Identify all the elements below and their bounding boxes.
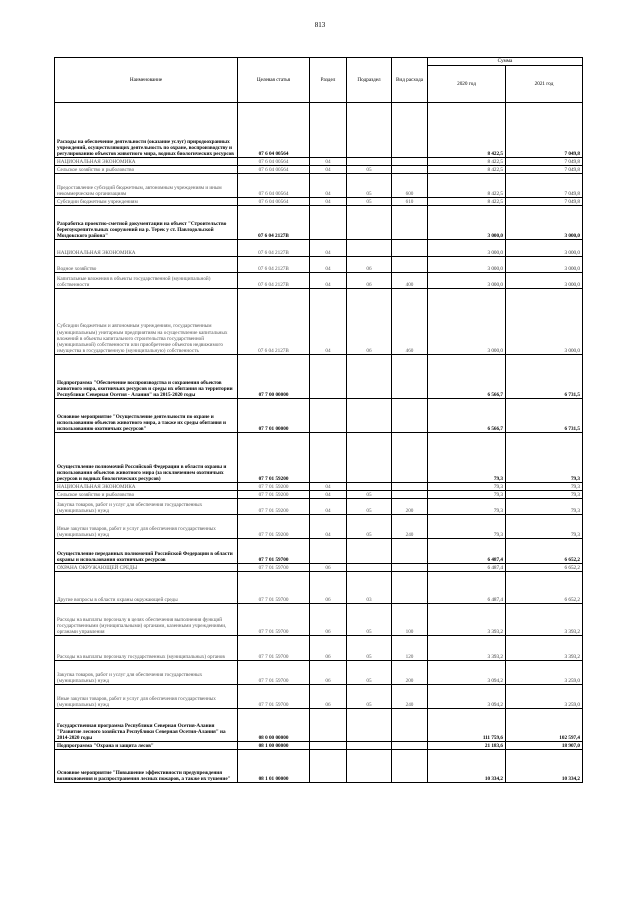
row-name: Расходы на выплаты персоналу в целях обеспечения выполнения функций государственными (муниципальными) органами, казенными учреждениями, органами управления [55,604,238,636]
table-row [55,158,583,166]
row-expense-type: 200 [392,499,428,515]
row-subsection: 06 [347,273,392,289]
row-expense-type [392,355,428,399]
row-name: Водное хозяйство [55,257,238,273]
row-section [310,355,347,399]
table-row [55,433,583,483]
row-expense-type [392,433,428,483]
row-section: 04 [310,499,347,515]
row-target: 07 6 04 2127В [238,289,310,355]
row-2021: 79,3 [506,515,583,539]
row-section: 04 [310,240,347,257]
table-row [55,103,583,158]
row-2021: 3 000,0 [506,206,583,240]
row-expense-type: 100 [392,604,428,636]
table-row [55,491,583,499]
row-name: Капитальные вложения в объекты государственной (муниципальной) собственности [55,273,238,289]
row-2021: 3 000,0 [506,257,583,273]
row-name: Субсидии бюджетным учреждениям [55,198,238,206]
header-2021: 2021 год [506,66,583,103]
header-target: Целевая статья [238,58,310,103]
row-section: 06 [310,572,347,604]
row-expense-type [392,206,428,240]
row-expense-type [392,158,428,166]
row-section: 04 [310,158,347,166]
row-expense-type [392,750,428,783]
table-row [55,257,583,273]
row-name: НАЦИОНАЛЬНАЯ ЭКОНОМИКА [55,483,238,491]
row-2021: 6 731,5 [506,355,583,399]
row-name: НАЦИОНАЛЬНАЯ ЭКОНОМИКА [55,240,238,257]
row-subsection [347,539,392,564]
row-2020: 21 183,6 [428,742,506,750]
row-expense-type [392,399,428,433]
table-row [55,355,583,399]
row-section: 06 [310,685,347,709]
row-name: Подпрограмма "Охрана и защита лесов" [55,742,238,750]
row-section [310,742,347,750]
row-2021: 7 049,8 [506,158,583,166]
row-section: 06 [310,564,347,572]
row-2021: 79,3 [506,499,583,515]
row-subsection [347,240,392,257]
row-subsection: 05 [347,515,392,539]
row-target: 08 0 00 00000 [238,709,310,742]
row-2021: 7 049,8 [506,103,583,158]
row-section [310,103,347,158]
row-2021: 18 907,0 [506,742,583,750]
row-name: Разработка проектно-сметной документации на объект "Строительство берегоукрепительных сооружений на р. Терек у ст. Павлодольской Моздокского района" [55,206,238,240]
row-2020: 6 566,7 [428,355,506,399]
row-section [310,433,347,483]
row-expense-type [392,539,428,564]
row-2020: 8 422,5 [428,166,506,174]
row-2020: 8 422,5 [428,198,506,206]
row-name: Расходы на выплаты персоналу государственных (муниципальных) органов [55,636,238,661]
row-2021: 7 049,8 [506,166,583,174]
row-target: 07 7 01 59700 [238,539,310,564]
row-section: 04 [310,166,347,174]
row-subsection [347,750,392,783]
row-expense-type [392,709,428,742]
row-target: 07 7 01 59200 [238,515,310,539]
header-expense-type: Вид расхода [392,58,428,103]
table-row [55,399,583,433]
row-section: 04 [310,289,347,355]
row-2021: 79,3 [506,433,583,483]
row-target: 07 7 01 59200 [238,499,310,515]
row-target: 07 6 04 00564 [238,158,310,166]
row-target: 08 1 01 00000 [238,750,310,783]
row-expense-type: 120 [392,636,428,661]
row-2020: 3 094,2 [428,661,506,685]
row-subsection [347,433,392,483]
row-target: 07 7 01 59700 [238,636,310,661]
row-subsection: 05 [347,636,392,661]
row-name: Иные закупки товаров, работ и услуг для обеспечения государственных (муниципальных) нужд [55,685,238,709]
row-subsection [347,564,392,572]
row-2020: 79,3 [428,499,506,515]
row-subsection: 03 [347,572,392,604]
row-name: Расходы на обеспечение деятельности (оказание услуг) природоохранных учреждений, осуществляющих деятельность по охране, воспроизводству и регулированию объектов животного мира, водных биологических ресурсов [55,103,238,158]
row-2021: 6 731,5 [506,399,583,433]
row-2020: 8 422,5 [428,174,506,198]
table-row [55,539,583,564]
row-target: 07 6 04 00564 [238,166,310,174]
row-expense-type: 600 [392,174,428,198]
row-2020: 111 759,6 [428,709,506,742]
row-target: 07 6 04 00564 [238,174,310,198]
row-target: 07 7 01 59200 [238,433,310,483]
table-row [55,564,583,572]
row-section [310,709,347,742]
row-target: 07 6 04 00564 [238,198,310,206]
row-expense-type: 460 [392,289,428,355]
row-2021: 3 000,0 [506,289,583,355]
row-target: 07 7 01 59700 [238,685,310,709]
row-2020: 3 000,0 [428,273,506,289]
row-name: Закупка товаров, работ и услуг для обеспечения государственных (муниципальных) нужд [55,661,238,685]
row-section [310,539,347,564]
row-section: 04 [310,515,347,539]
row-expense-type [392,483,428,491]
row-name: Сельское хозяйство и рыболовство [55,166,238,174]
row-target: 07 7 01 59200 [238,491,310,499]
row-section [310,750,347,783]
table-row [55,636,583,661]
row-name: Иные закупки товаров, работ и услуг для обеспечения государственных (муниципальных) нужд [55,515,238,539]
row-target: 07 7 01 59200 [238,483,310,491]
row-expense-type [392,564,428,572]
row-target: 07 6 04 00564 [238,103,310,158]
row-2020: 3 000,0 [428,206,506,240]
row-2020: 3 000,0 [428,240,506,257]
row-name: Основное мероприятие "Осуществление деятельности по охране и использованию объектов животного мира, а также их среды обитания и использованию охотничьих ресурсов" [55,399,238,433]
table-row [55,483,583,491]
row-2021: 79,3 [506,491,583,499]
row-subsection [347,483,392,491]
row-target: 07 7 01 59700 [238,564,310,572]
table-row [55,742,583,750]
page-number: 813 [314,21,326,29]
row-subsection: 05 [347,499,392,515]
row-2021: 7 049,8 [506,174,583,198]
row-2021: 6 652,2 [506,564,583,572]
row-subsection: 05 [347,166,392,174]
row-name: Подпрограмма "Обеспечение воспроизводства и сохранения объектов животного мира, охотничьих ресурсов и среды их обитания на территории Республики Северная Осетия - Алания" на 2015-2020 годы [55,355,238,399]
row-2021: 10 334,2 [506,750,583,783]
row-subsection: 05 [347,661,392,685]
row-2020: 3 393,2 [428,604,506,636]
row-2020: 6 566,7 [428,399,506,433]
row-name: Другие вопросы в области охраны окружающей среды [55,572,238,604]
row-section: 06 [310,661,347,685]
row-subsection [347,742,392,750]
table-body [55,103,583,783]
row-name: Предоставление субсидий бюджетным, автономным учреждениям и иным некоммерческим организациям [55,174,238,198]
row-2021: 3 259,0 [506,661,583,685]
table-row [55,240,583,257]
row-section: 06 [310,636,347,661]
row-target: 08 1 00 00000 [238,742,310,750]
row-section: 04 [310,198,347,206]
row-subsection: 05 [347,491,392,499]
budget-table [54,57,583,783]
row-subsection: 05 [347,174,392,198]
row-subsection [347,399,392,433]
table-row [55,174,583,198]
header-section: Раздел [310,58,347,103]
row-name: Основное мероприятие "Повышение эффективности предупреждения возникновения и распространения лесных пожаров, а также их тушение" [55,750,238,783]
row-section: 04 [310,174,347,198]
row-section: 04 [310,257,347,273]
row-2020: 6 487,4 [428,564,506,572]
row-subsection [347,103,392,158]
row-section: 04 [310,491,347,499]
row-name: Закупка товаров, работ и услуг для обеспечения государственных (муниципальных) нужд [55,499,238,515]
header-subsection: Подраздел [347,58,392,103]
row-expense-type [392,491,428,499]
table-row [55,685,583,709]
row-2020: 6 487,4 [428,572,506,604]
row-section [310,399,347,433]
table-row [55,572,583,604]
row-2021: 3 259,0 [506,685,583,709]
row-expense-type [392,742,428,750]
row-2020: 3 094,2 [428,685,506,709]
row-subsection: 05 [347,198,392,206]
row-2020: 8 422,5 [428,158,506,166]
row-name: НАЦИОНАЛЬНАЯ ЭКОНОМИКА [55,158,238,166]
row-subsection [347,709,392,742]
row-expense-type [392,240,428,257]
row-2021: 3 393,2 [506,636,583,661]
row-2021: 6 652,2 [506,572,583,604]
row-2021: 3 000,0 [506,240,583,257]
table-row [55,515,583,539]
row-2021: 79,3 [506,483,583,491]
header-2020: 2020 год [428,66,506,103]
row-subsection [347,355,392,399]
row-2020: 79,3 [428,433,506,483]
table-row [55,206,583,240]
row-expense-type [392,103,428,158]
row-2020: 79,3 [428,491,506,499]
row-2020: 79,3 [428,515,506,539]
row-subsection: 06 [347,257,392,273]
row-subsection [347,158,392,166]
row-expense-type: 400 [392,273,428,289]
row-target: 07 7 01 00000 [238,399,310,433]
table-row [55,289,583,355]
row-2021: 3 000,0 [506,273,583,289]
row-target: 07 7 00 00000 [238,355,310,399]
row-target: 07 6 04 2127В [238,257,310,273]
row-subsection: 05 [347,604,392,636]
row-expense-type: 240 [392,685,428,709]
table-header [55,58,583,103]
row-target: 07 6 04 2127В [238,206,310,240]
row-2020: 3 393,2 [428,636,506,661]
row-subsection [347,206,392,240]
row-2020: 8 422,5 [428,103,506,158]
row-2021: 7 049,8 [506,198,583,206]
row-target: 07 6 04 2127В [238,240,310,257]
header-name: Наименование [55,58,238,103]
row-name: ОХРАНА ОКРУЖАЮЩЕЙ СРЕДЫ [55,564,238,572]
row-2021: 3 393,2 [506,604,583,636]
row-2020: 6 487,4 [428,539,506,564]
row-expense-type [392,572,428,604]
row-target: 07 7 01 59700 [238,661,310,685]
row-expense-type: 200 [392,661,428,685]
table-row [55,166,583,174]
table-row [55,273,583,289]
table-row [55,604,583,636]
table-row [55,661,583,685]
row-2020: 10 334,2 [428,750,506,783]
row-name: Осуществление полномочий Российской Федерации в области охраны и использования объектов животного мира (за исключением охотничьих ресурсов и водных биологических ресурсов) [55,433,238,483]
row-subsection: 05 [347,685,392,709]
row-name: Субсидии бюджетным и автономным учреждениям, государственным (муниципальным) унитарным предприятиям на осуществление капитальных вложений в объекты капитального строительства государственной (муниципальной) собственности или приобретение объектов недвижимого имущества в государственную (муниципальную) собственность [55,289,238,355]
row-name: Сельское хозяйство и рыболовство [55,491,238,499]
row-name: Государственная программа Республики Северная Осетия-Алания "Развитие лесного хозяйства Республики Северная Осетия-Алания" на 2014-2020 годы [55,709,238,742]
table-row [55,499,583,515]
row-2020: 79,3 [428,483,506,491]
row-subsection: 06 [347,289,392,355]
header-sum: Сумма [428,58,583,66]
row-expense-type: 240 [392,515,428,539]
row-expense-type [392,257,428,273]
row-2021: 6 652,2 [506,539,583,564]
row-section: 06 [310,604,347,636]
row-target: 07 6 04 2127В [238,273,310,289]
table-row [55,750,583,783]
row-section [310,206,347,240]
row-target: 07 7 01 59700 [238,604,310,636]
row-target: 07 7 01 59700 [238,572,310,604]
row-section: 04 [310,273,347,289]
table-row [55,709,583,742]
row-2020: 3 000,0 [428,257,506,273]
row-section: 04 [310,483,347,491]
row-expense-type [392,166,428,174]
row-expense-type: 610 [392,198,428,206]
table-row [55,198,583,206]
row-name: Осуществление переданных полномочий Российской Федерации в области охраны и использования охотничьих ресурсов [55,539,238,564]
row-2021: 102 597,4 [506,709,583,742]
row-2020: 3 000,0 [428,289,506,355]
